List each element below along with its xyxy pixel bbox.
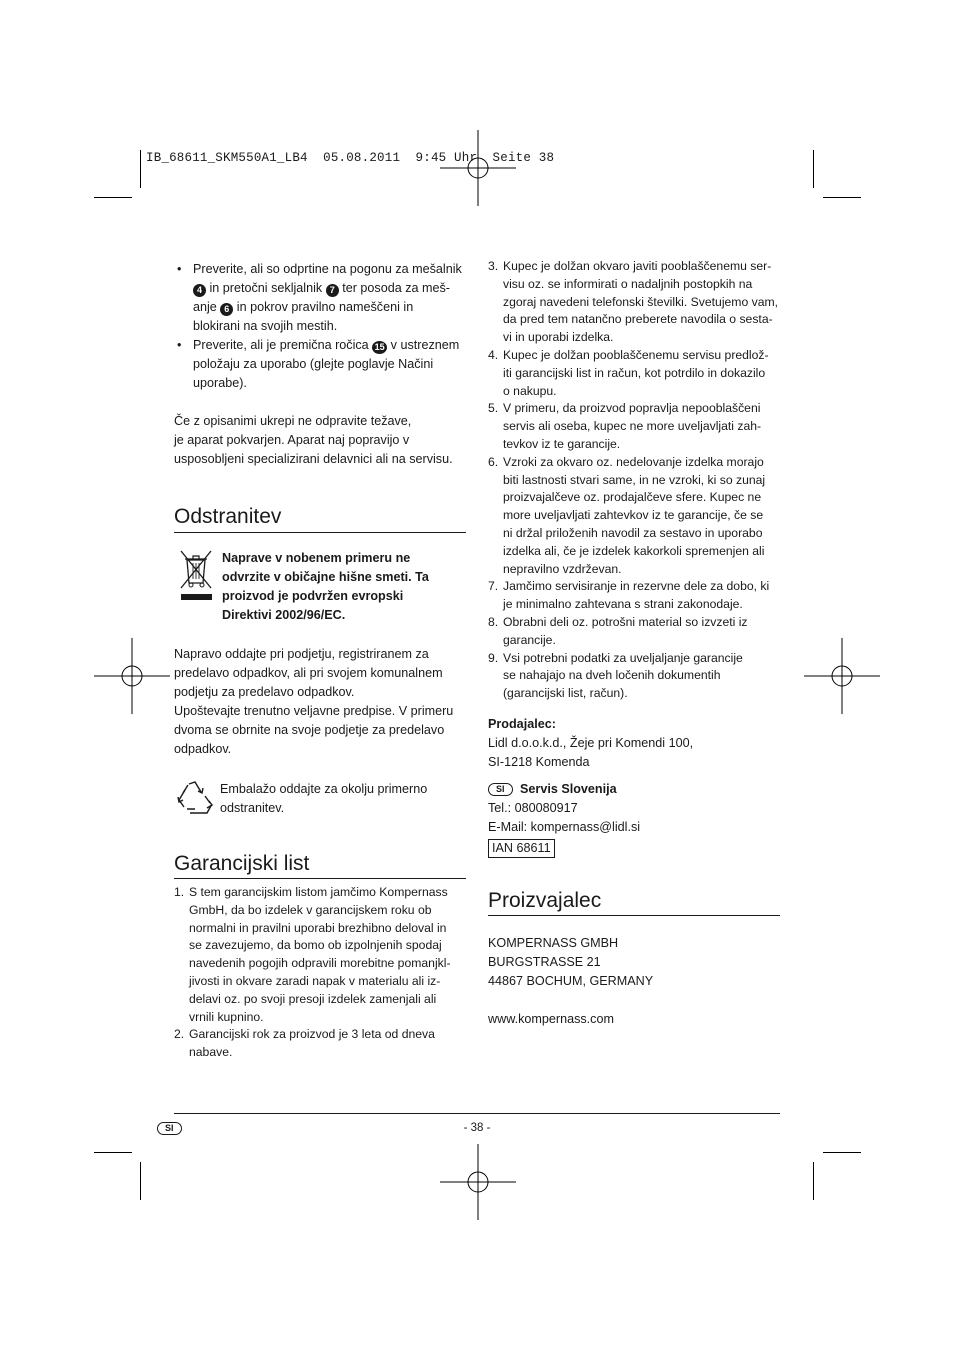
service-block: [488, 780, 780, 858]
manufacturer-web: www.kompernass.com: [488, 1012, 614, 1026]
service-email: E-Mail: kompernass@lidl.si: [488, 820, 641, 834]
disposal-paragraph: Napravo oddajte pri podjetju, registriranem za predelavo odpadkov, ali pri svojem komunalnem podjetju za predelavo odpadkov. Upoštevajte trenutno veljavne predpise. V primeru dvoma se obrnite na svoje podjetje za predelavo odpadkov.: [174, 647, 454, 756]
list-item: 1. S tem garancijskim listom jamčimo Kompernass GmbH, da bo izdelek v garancijskem roku ob normalni in pravilni uporabi brezhibno deloval in se zavezujemo, da bomo ob izpolnjenih spodaj navedenih pogojih odpravili morebitne pomanjkl- jivosti in okvare zaradi napak v materialu ali iz- delavi oz. po svoji presoji izdelek zamenjali ali vrnili kupnino.: [174, 885, 451, 1024]
heading-rule: [174, 878, 466, 879]
language-badge: SI: [157, 1122, 182, 1135]
manufacturer-address: KOMPERNASS GMBH BURGSTRASSE 21 44867 BOCHUM, GERMANY www.kompernass.com: [488, 934, 780, 1029]
warranty-list: [174, 884, 466, 1062]
list-item: 2. Garancijski rok za proizvod je 3 leta od dneva nabave.: [174, 1027, 435, 1060]
list-item: 6. Vzroki za okvaro oz. nedelovanje izdelka morajo biti lastnosti stvari same, in ne vzroki, ki so zunaj proizvajalčeve oz. prodajalčeve sfere. Kupec ne more uveljavljati zahtevkov iz te garancije, če se ni držal priloženih navodil za sestavo in uporabo izdelka ali, če je izdelek kakorkoli spremenjen ali nepravilno vzdrževan.: [488, 454, 766, 576]
registration-mark-bottom: [440, 1144, 516, 1220]
part-number-badge: 4: [193, 284, 206, 297]
check-list: [174, 260, 466, 393]
recycle-icon: [175, 780, 215, 818]
heading-rule: [174, 532, 466, 533]
list-item: 3. Kupec je dolžan okvaro javiti pooblaščenemu ser- visu oz. se informirati o nadaljnih postopkih na zgoraj navedeni telefonski številki. Svetujemo vam, da pred tem natančno preberete navodila o sesta- vi in uporabi izdelka.: [488, 259, 779, 345]
list-item: 9. Vsi potrebni podatki za uveljaljanje garancije se nahajajo na dveh ločenih dokumentih (garancijski list, račun).: [488, 650, 743, 701]
registration-mark-top: [440, 130, 516, 206]
crossed-bin-icon: [178, 548, 214, 602]
registration-mark-right: [804, 638, 880, 714]
section-heading-warranty: Garancijski list: [174, 852, 310, 875]
section-heading-disposal: Odstranitev: [174, 505, 282, 528]
registration-mark-left: [94, 638, 170, 714]
list-item: • Preverite, ali je premična ročica 15 v ustreznem položaju za uporabo (glejte poglavje Načini uporabe).: [174, 336, 466, 393]
left-column: [174, 260, 466, 469]
warranty-list-continued: [488, 258, 780, 703]
country-badge: SI: [488, 783, 513, 796]
service-phone: Tel.: 080080917: [488, 801, 578, 815]
ian-box: IAN 68611: [488, 839, 555, 858]
packaging-note: Embalažo oddajte za okolju primerno odstranitev.: [220, 782, 428, 815]
part-number-badge: 7: [326, 284, 339, 297]
heading-rule: [488, 915, 780, 916]
list-item: 4. Kupec je dolžan pooblaščenemu servisu predlož- iti garancijski list in račun, kot potrdilo in dokazilo o nakupu.: [488, 347, 769, 398]
section-heading-manufacturer: Proizvajalec: [488, 889, 602, 912]
service-name: Servis Slovenija: [520, 782, 617, 796]
seller-block: Prodajalec: Lidl d.o.o.k.d., Žeje pri Komendi 100, SI-1218 Komenda: [488, 715, 780, 772]
list-item: 7. Jamčimo servisiranje in rezervne dele za dobo, ki je minimalno zahtevana s strani zakonodaje.: [488, 579, 770, 612]
list-item: 8. Obrabni deli oz. potrošni material so izvzeti iz garancije.: [488, 614, 748, 647]
troubleshoot-paragraph: Če z opisanimi ukrepi ne odpravite težave, je aparat pokvarjen. Aparat naj popravijo v usposobljeni specializirani delavnici ali na servisu.: [174, 414, 453, 466]
list-item: • Preverite, ali so odprtine na pogonu za mešalnik 4 in pretočni sekljalnik 7 ter posoda za meš- anje 6 in pokrov pravilno nameščeni in blokirani na svojih mestih.: [174, 260, 466, 336]
list-item: 5. V primeru, da proizvod popravlja nepooblaščeni servis ali oseba, kupec ne more uveljavljati zah- tevkov iz te garancije.: [488, 401, 762, 451]
disposal-warning: Naprave v nobenem primeru ne odvrzite v običajne hišne smeti. Ta proizvod je podvržen evropski Direktivi 2002/96/EC.: [222, 551, 429, 622]
footer-rule: [174, 1113, 780, 1114]
page-number: - 38 -: [463, 1122, 491, 1134]
seller-label: Prodajalec:: [488, 717, 556, 731]
part-number-badge: 6: [220, 303, 233, 316]
part-number-badge: 15: [372, 341, 387, 354]
print-slug: IB_68611_SKM550A1_LB4 05.08.2011 9:45 Uhr Seite 38: [146, 151, 555, 165]
